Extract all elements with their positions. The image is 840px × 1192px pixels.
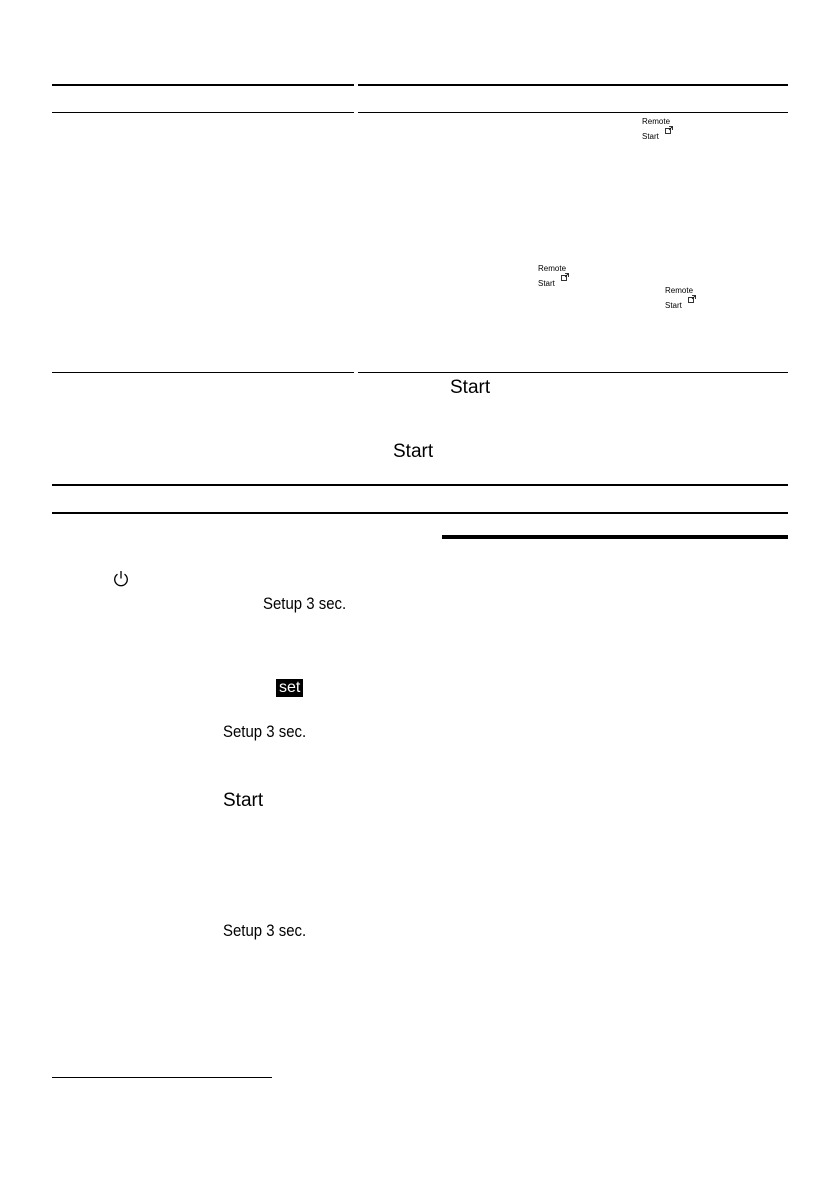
table-rule-top-right	[358, 84, 788, 86]
table-rule-row1-left	[52, 372, 354, 373]
setup-button-label: Setup 3 sec.	[263, 594, 347, 613]
footnote-rule	[52, 1077, 272, 1078]
remote-arrow-icon	[561, 273, 569, 281]
remote-start-icon	[538, 264, 569, 291]
remote-start-label: Start	[642, 132, 659, 141]
remote-label: Remote	[538, 264, 567, 273]
table-rule-second-top	[52, 512, 788, 514]
remote-label: Remote	[665, 286, 694, 295]
remote-start-icon	[665, 286, 696, 313]
table-rule-header-right	[358, 112, 788, 113]
start-button-label: Start	[223, 790, 264, 811]
remote-start-icon	[642, 117, 673, 144]
remote-arrow-icon	[688, 295, 696, 303]
remote-arrow-icon	[665, 126, 673, 134]
set-display-badge: set	[276, 679, 303, 697]
section-heading-rule	[442, 535, 788, 539]
table-rule-row1-right	[358, 372, 788, 373]
remote-start-label: Start	[538, 279, 555, 288]
setup-button-label: Setup 3 sec.	[223, 921, 307, 940]
table-rule-top-left	[52, 84, 354, 86]
setup-button-label: Setup 3 sec.	[223, 722, 307, 741]
remote-label: Remote	[642, 117, 671, 126]
remote-start-label: Start	[665, 301, 682, 310]
table-rule-header-left	[52, 112, 354, 113]
table-rule-row2	[52, 484, 788, 486]
start-button-label: Start	[450, 377, 491, 398]
power-icon	[113, 570, 129, 588]
start-button-label: Start	[393, 441, 434, 462]
